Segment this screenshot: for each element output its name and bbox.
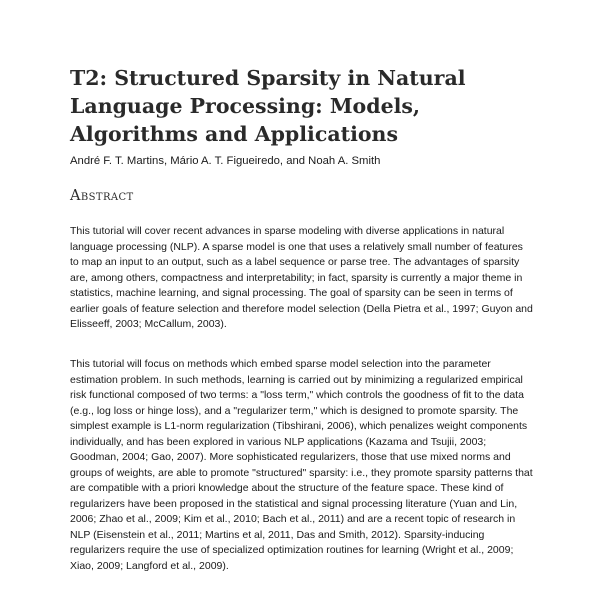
author-list: André F. T. Martins, Mário A. T. Figueiredo, and Noah A. Smith xyxy=(70,155,381,167)
paper-title: T2: Structured Sparsity in Natural Language Processing: Models, Algorithms and Applications xyxy=(70,66,466,146)
abstract-paragraph-1: This tutorial will cover recent advances in sparse modeling with diverse applications in natural language processing (NLP). A sparse model is one that uses a relatively small number of features to map an input to an output, such as a label sequence or parse tree. The advantages of sparsity are, among others, compactness and interpretability; in fact, sparsity is currently a major theme in statistics, machine learning, and signal processing. The goal of sparsity can be seen in terms of earlier goals of feature selection and therefore model selection (Della Pietra et al., 1997; Guyon and Elisseeff, 2003; McCallum, 2003). xyxy=(70,225,533,330)
abstract-heading: Abstract xyxy=(70,188,134,204)
abstract-paragraph-2: This tutorial will focus on methods which embed sparse model selection into the parameter estimation problem. In such methods, learning is carried out by minimizing a regularized empirical risk functional composed of two terms: a "loss term," which controls the goodness of fit to the data (e.g., log loss or hinge loss), and a "regularizer term," which is designed to promote sparsity. The simplest example is L1-norm regularization (Tibshirani, 2006), which penalizes weight components individually, and has been explored in various NLP applications (Kazama and Tsujii, 2003; Goodman, 2004; Gao, 2007). More sophisticated regularizers, those that use mixed norms and groups of weights, are able to promote "structured" sparsity: i.e., they promote sparsity patterns that are compatible with a priori knowledge about the structure of the feature space. These kind of regularizers have been proposed in the statistical and signal processing literature (Yuan and Lin, 2006; Zhao et al., 2009; Kim et al., 2010; Bach et al., 2011) and are a recent topic of research in NLP (Eisenstein et al., 2011; Martins et al, 2011, Das and Smith, 2012). Sparsity-inducing regularizers require the use of specialized optimization routines for learning (Wright et al., 2009; Xiao, 2009; Langford et al., 2009). xyxy=(70,358,533,572)
